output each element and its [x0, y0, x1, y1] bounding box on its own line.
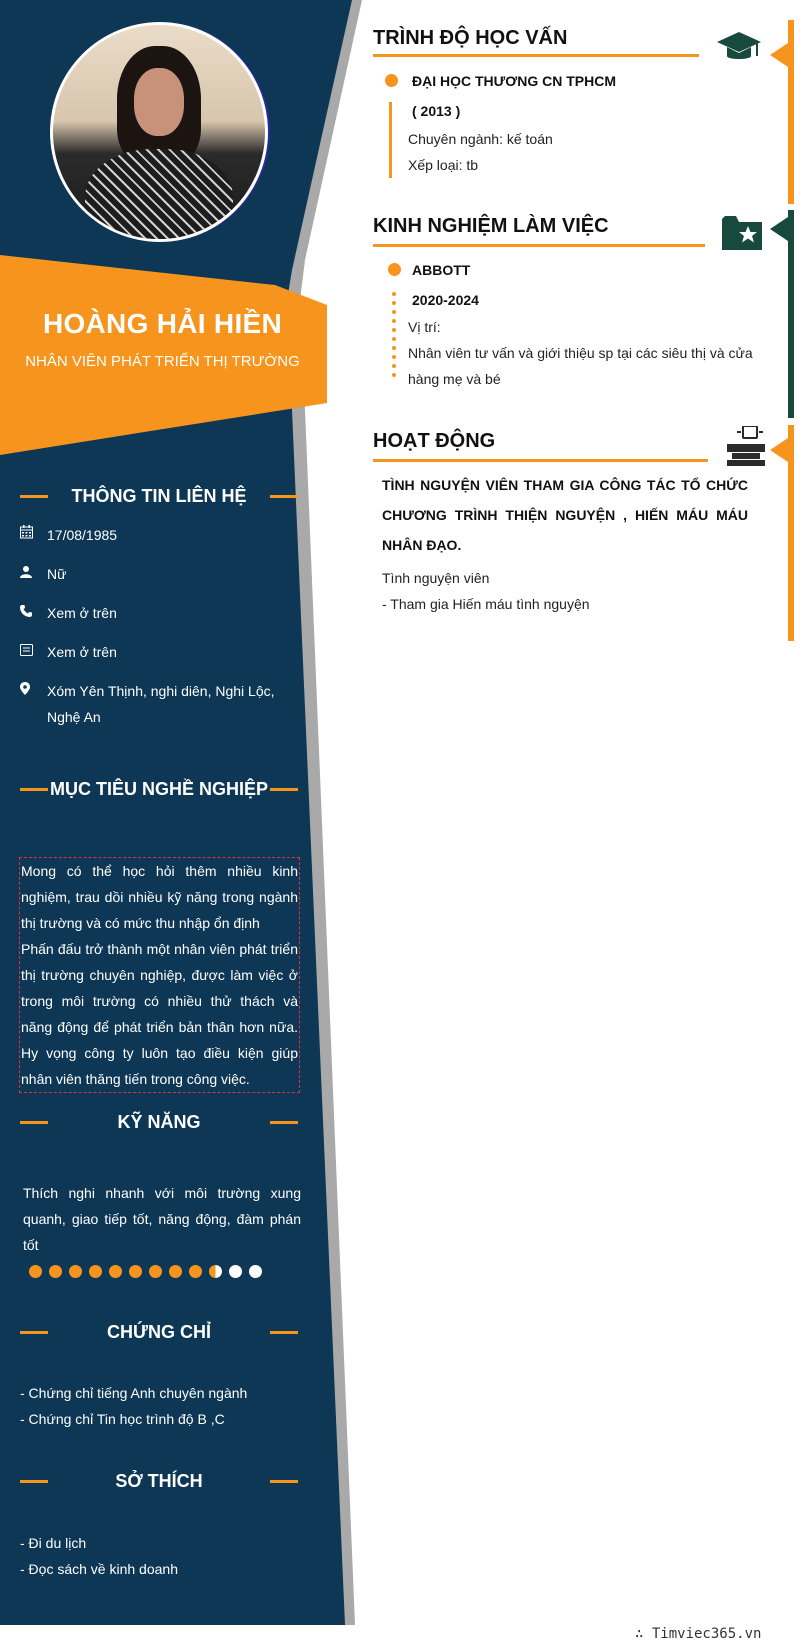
career-objective-text [19, 857, 300, 1093]
profile-photo [53, 25, 265, 239]
candidate-role: NHÂN VIÊN PHÁT TRIỂN THỊ TRƯỜNG [25, 353, 300, 370]
skill-dot [229, 1265, 242, 1278]
email-icon [20, 639, 47, 665]
user-icon [20, 561, 47, 587]
activities-title: HOẠT ĐỘNG [373, 430, 496, 452]
work-description: Nhân viên tư vấn và giới thiệu sp tại các siêu thị và cửa hàng mẹ và bé [408, 345, 753, 387]
hobby-list [20, 1530, 305, 1582]
skill-dot [169, 1265, 182, 1278]
work-position: Vị trí: [408, 319, 441, 335]
education-grade: Xếp loại: tb [408, 157, 479, 173]
skill-dot [69, 1265, 82, 1278]
school-name: ĐẠI HỌC THƯƠNG CN TPHCM [412, 73, 616, 89]
certificate-list [20, 1380, 305, 1432]
skills-section-title: KỸ NĂNG [20, 1110, 298, 1134]
education-underline [373, 54, 699, 57]
education-side-notch [770, 43, 788, 67]
education-side-bar [788, 20, 794, 204]
objective-section-title: MỤC TIÊU NGHỀ NGHIỆP [20, 777, 298, 801]
footer-watermark: ∴ Timviec365.vn [635, 1626, 762, 1642]
avatar [50, 22, 270, 242]
experience-side-notch [770, 217, 788, 241]
folder-star-icon [722, 216, 762, 255]
hobby-item: - Đi du lịch [20, 1535, 87, 1551]
candidate-name: HOÀNG HẢI HIỀN [42, 308, 283, 339]
experience-bullet [388, 263, 401, 276]
contact-address: Xóm Yên Thịnh, nghi diên, Nghi Lộc, Nghệ An [20, 678, 305, 730]
company-name: ABBOTT [412, 262, 471, 278]
activity-heading: TÌNH NGUYỆN VIÊN THAM GIA CÔNG TÁC TỔ CHỨC CHƯƠNG TRÌNH THIỆN NGUYỆN , HIẾN MÁU MÁU NHÂN ĐẠO. [382, 477, 748, 553]
graduation-cap-icon [717, 32, 761, 67]
phone-icon [20, 600, 47, 626]
education-bullet [385, 74, 398, 87]
hobbies-section-title: SỞ THÍCH [20, 1469, 298, 1493]
activity-detail: - Tham gia Hiến máu tình nguyện [382, 596, 590, 612]
skill-dot [29, 1265, 42, 1278]
contact-phone: Xem ở trên [20, 600, 305, 626]
activities-side-bar [788, 425, 794, 641]
education-year: ( 2013 ) [412, 103, 461, 119]
skill-dot [49, 1265, 62, 1278]
location-icon [20, 678, 47, 730]
experience-side-bar [788, 210, 794, 418]
objective-paragraph: Mong có thể học hỏi thêm nhiều kinh nghiệm, trau dồi nhiều kỹ năng trong ngành thị trường và có mức thu nhập ổn định Phấn đấu trở thành một nhân viên phát triển thị trường chuyên nghiệp, được làm việc ở trong môi trường có nhiều thử thách và năng động để phát triển bản thân hơn nữa. Hy vọng công ty luôn tạo điều kiện giúp nhân viên thăng tiến trong công việc. [21, 863, 298, 1087]
podium-icon [727, 426, 765, 471]
education-major: Chuyên ngành: kế toán [408, 131, 553, 147]
experience-timeline [392, 292, 396, 377]
skill-dot [89, 1265, 102, 1278]
contact-gender: Nữ [20, 561, 305, 587]
education-timeline [389, 102, 392, 178]
certificate-item: - Chứng chỉ Tin học trình độ B ,C [20, 1411, 225, 1427]
skill-dot [249, 1265, 262, 1278]
hobby-item: - Đọc sách về kinh doanh [20, 1561, 178, 1577]
activities-underline [373, 459, 708, 462]
skill-dot [149, 1265, 162, 1278]
contact-birthday: 17/08/1985 [20, 522, 305, 548]
calendar-icon [20, 522, 47, 548]
experience-title: KINH NGHIỆM LÀM VIỆC [373, 215, 609, 237]
skill-dot [209, 1265, 222, 1278]
certificates-section-title: CHỨNG CHỈ [20, 1320, 298, 1344]
skill-rating [29, 1265, 262, 1278]
skill-dot [109, 1265, 122, 1278]
activity-role: Tình nguyện viên [382, 570, 490, 586]
skill-dot [129, 1265, 142, 1278]
contact-section-title: THÔNG TIN LIÊN HỆ [20, 484, 298, 508]
activities-side-notch [770, 438, 788, 462]
contact-email: Xem ở trên [20, 639, 305, 665]
education-title: TRÌNH ĐỘ HỌC VẤN [373, 27, 568, 49]
skill-dot [189, 1265, 202, 1278]
work-period: 2020-2024 [412, 292, 479, 308]
certificate-item: - Chứng chỉ tiếng Anh chuyên ngành [20, 1385, 248, 1401]
skill-description: Thích nghi nhanh với môi trường xung quanh, giao tiếp tốt, năng động, đàm phán tốt [23, 1185, 301, 1253]
experience-underline [373, 244, 705, 247]
